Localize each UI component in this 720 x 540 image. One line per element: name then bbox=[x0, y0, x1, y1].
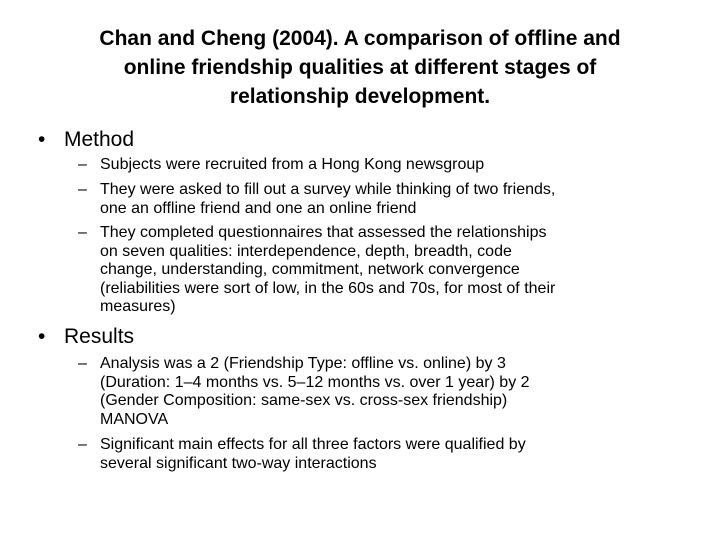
dash-icon: – bbox=[78, 181, 87, 198]
item-line: They completed questionnaires that assessed the relationships bbox=[100, 224, 547, 241]
method-item-1 bbox=[78, 156, 698, 175]
dash-icon: – bbox=[78, 436, 87, 453]
dash-icon: – bbox=[78, 156, 87, 173]
bullet-method bbox=[38, 127, 134, 153]
item-line: (Duration: 1–4 months vs. 5–12 months vs. over 1 year) by 2 bbox=[100, 373, 530, 391]
bullet-results bbox=[38, 324, 134, 350]
slide-title bbox=[40, 24, 680, 111]
item-line: measures) bbox=[100, 298, 176, 315]
item-line: MANOVA bbox=[100, 410, 169, 428]
item-line: on seven qualities: interdependence, depth, breadth, code bbox=[100, 242, 512, 260]
item-line: several significant two-way interactions bbox=[100, 454, 377, 472]
title-line: Chan and Cheng (2004). A comparison of offline and bbox=[99, 27, 621, 50]
item-line: (Gender Composition: same-sex vs. cross-sex friendship) bbox=[100, 392, 508, 409]
bullet-heading: Method bbox=[64, 128, 135, 151]
item-line: one an offline friend and one an online friend bbox=[100, 199, 417, 217]
item-line: (reliabilities were sort of low, in the 60s and 70s, for most of their bbox=[100, 279, 556, 297]
item-line: Subjects were recruited from a Hong Kong newsgroup bbox=[100, 156, 485, 173]
bullet-heading: Results bbox=[64, 325, 135, 348]
dash-icon: – bbox=[78, 224, 87, 241]
bullet-icon: • bbox=[38, 128, 46, 151]
results-item-1 bbox=[78, 355, 698, 429]
method-item-2 bbox=[78, 181, 698, 218]
item-line: change, understanding, commitment, network convergence bbox=[100, 261, 520, 278]
item-line: Analysis was a 2 (Friendship Type: offline vs. online) by 3 bbox=[100, 355, 506, 372]
results-item-2 bbox=[78, 436, 698, 473]
title-line: online friendship qualities at different stages of bbox=[123, 56, 597, 79]
item-line: Significant main effects for all three factors were qualified by bbox=[100, 436, 526, 453]
item-line: They were asked to fill out a survey while thinking of two friends, bbox=[100, 181, 556, 198]
title-line: relationship development. bbox=[229, 85, 491, 108]
method-item-3 bbox=[78, 224, 698, 317]
bullet-icon: • bbox=[38, 325, 46, 348]
dash-icon: – bbox=[78, 355, 87, 372]
